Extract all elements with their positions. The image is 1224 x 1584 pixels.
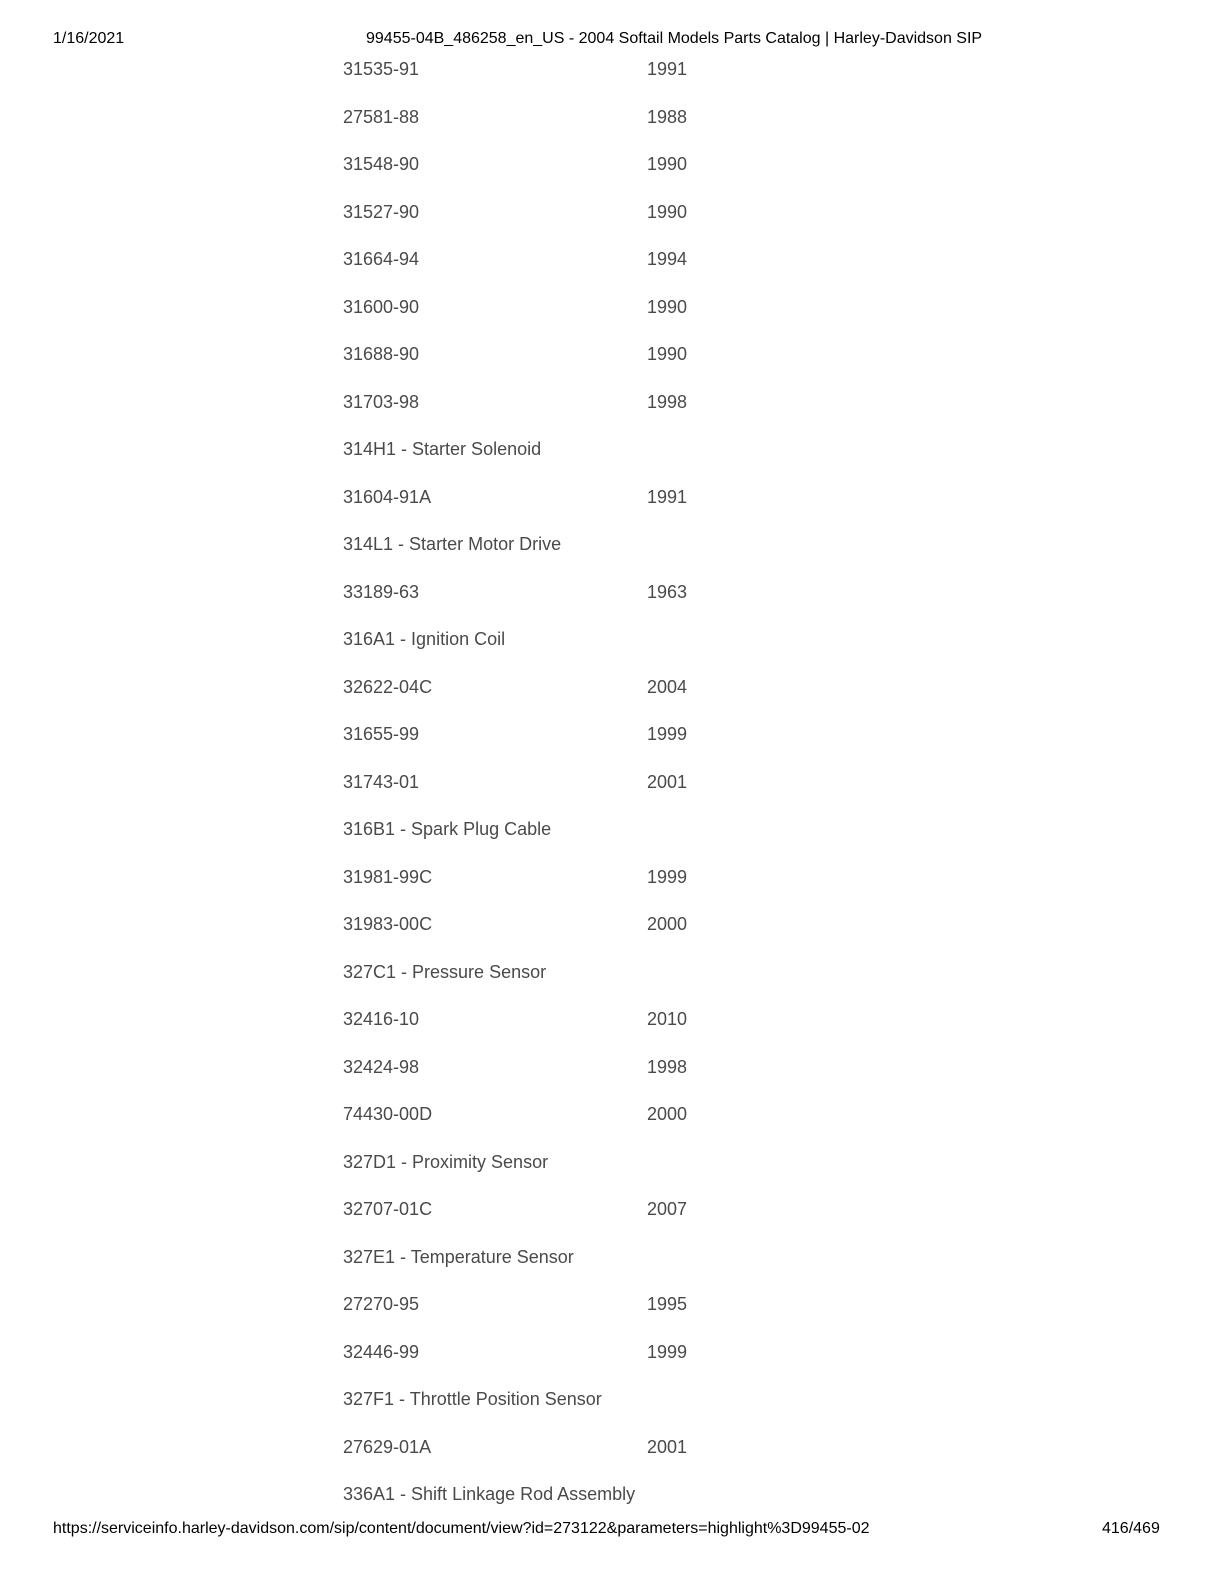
part-year: 1998	[647, 1056, 688, 1077]
part-year: 2000	[647, 914, 688, 934]
part-year: 2004	[647, 676, 688, 697]
part-year: 1963	[647, 581, 688, 602]
part-number: 74430-00D	[343, 1104, 433, 1124]
part-year: 1999	[647, 724, 688, 744]
part-year: 1991	[647, 486, 688, 507]
list-item	[343, 1055, 903, 1103]
section-title: 327D1 - Proximity Sensor	[343, 1151, 549, 1172]
list-item	[343, 105, 903, 153]
part-year: 1990	[647, 154, 688, 174]
list-item	[343, 580, 903, 628]
list-item	[343, 1340, 903, 1388]
list-item	[343, 1007, 903, 1055]
part-number: 32707-01C	[343, 1199, 433, 1219]
list-item	[343, 1292, 903, 1340]
list-item	[343, 1435, 903, 1483]
section-heading	[343, 1245, 903, 1293]
section-title: 327E1 - Temperature Sensor	[343, 1246, 574, 1267]
section-title: 316B1 - Spark Plug Cable	[343, 819, 552, 839]
part-number: 32446-99	[343, 1341, 420, 1362]
part-number: 33189-63	[343, 581, 420, 602]
section-title: 327F1 - Throttle Position Sensor	[343, 1389, 602, 1409]
part-number: 31535-91	[343, 59, 420, 79]
part-year: 1991	[647, 59, 688, 79]
list-item	[343, 295, 903, 343]
part-year: 1999	[647, 1341, 688, 1362]
part-year: 1990	[647, 344, 688, 364]
part-number: 27581-88	[343, 106, 420, 127]
part-number: 27270-95	[343, 1294, 420, 1314]
part-year: 1988	[647, 106, 688, 127]
part-year: 1990	[647, 201, 688, 222]
list-item	[343, 152, 903, 200]
section-title: 336A1 - Shift Linkage Rod Assembly	[343, 1484, 636, 1504]
section-heading	[343, 437, 903, 485]
part-number: 32622-04C	[343, 676, 433, 697]
section-heading	[343, 532, 903, 580]
part-year: 2010	[647, 1009, 688, 1029]
part-year: 2001	[647, 771, 688, 792]
part-number: 31600-90	[343, 296, 420, 317]
page-number: 416/469	[1102, 1520, 1160, 1537]
part-number: 31655-99	[343, 724, 420, 744]
section-title: 316A1 - Ignition Coil	[343, 629, 506, 649]
part-number: 31527-90	[343, 201, 420, 222]
part-number: 31743-01	[343, 771, 420, 792]
section-heading	[343, 817, 903, 865]
section-heading	[343, 1387, 903, 1435]
list-item	[343, 200, 903, 248]
list-item	[343, 1102, 903, 1150]
part-year: 2000	[647, 1104, 688, 1124]
part-year: 1998	[647, 391, 688, 412]
section-title: 314H1 - Starter Solenoid	[343, 439, 542, 459]
list-item	[343, 675, 903, 723]
part-year: 2001	[647, 1436, 688, 1457]
section-heading	[343, 627, 903, 675]
list-item	[343, 485, 903, 533]
section-title: 327C1 - Pressure Sensor	[343, 961, 547, 982]
section-title: 314L1 - Starter Motor Drive	[343, 534, 562, 554]
list-item	[343, 57, 903, 105]
part-number: 31703-98	[343, 391, 420, 412]
part-year: 2007	[647, 1199, 688, 1219]
part-year: 1994	[647, 249, 688, 269]
part-year: 1990	[647, 296, 688, 317]
part-number: 32416-10	[343, 1009, 420, 1029]
part-number: 31664-94	[343, 249, 420, 269]
part-number: 31604-91A	[343, 486, 432, 507]
list-item	[343, 770, 903, 818]
section-heading	[343, 960, 903, 1008]
list-item	[343, 865, 903, 913]
part-number: 32424-98	[343, 1056, 420, 1077]
part-year: 1999	[647, 866, 688, 887]
list-item	[343, 342, 903, 390]
list-item	[343, 1197, 903, 1245]
document-title: 99455-04B_486258_en_US - 2004 Softail Models Parts Catalog | Harley-Davidson SIP	[366, 30, 983, 47]
part-year: 1995	[647, 1294, 688, 1314]
part-number: 31983-00C	[343, 914, 433, 934]
list-item	[343, 390, 903, 438]
part-number: 31548-90	[343, 154, 420, 174]
list-item	[343, 247, 903, 295]
print-date: 1/16/2021	[53, 30, 125, 47]
list-item	[343, 722, 903, 770]
part-number: 27629-01A	[343, 1436, 432, 1457]
page-url: https://serviceinfo.harley-davidson.com/sip/content/document/view?id=273122&parameters=highlight%3D99455-02	[53, 1520, 870, 1537]
part-number: 31688-90	[343, 344, 420, 364]
list-item	[343, 912, 903, 960]
part-number: 31981-99C	[343, 866, 433, 887]
parts-list	[343, 57, 903, 1530]
section-heading	[343, 1150, 903, 1198]
